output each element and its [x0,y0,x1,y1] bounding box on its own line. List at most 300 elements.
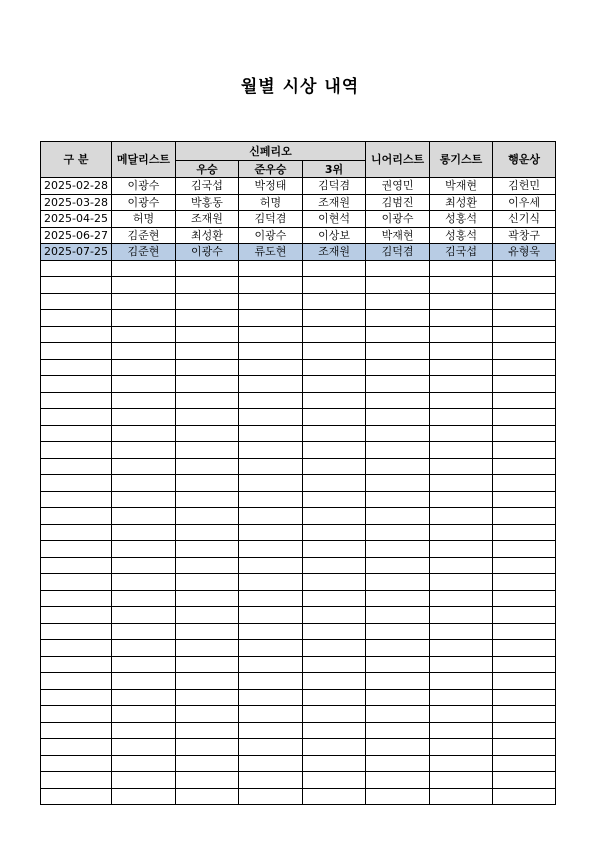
empty-row [41,392,556,409]
empty-cell [430,458,493,475]
empty-cell [430,293,493,310]
empty-row [41,343,556,360]
empty-cell [41,277,112,294]
empty-row [41,574,556,591]
cell-long: 김국섭 [430,244,493,261]
empty-row [41,359,556,376]
empty-cell [239,343,303,360]
empty-row [41,722,556,739]
header-third: 3위 [303,161,366,178]
header-medalist: 메달리스트 [112,142,176,178]
empty-cell [176,656,239,673]
empty-cell [176,722,239,739]
empty-cell [493,739,556,756]
empty-cell [176,376,239,393]
empty-cell [303,673,366,690]
empty-cell [176,524,239,541]
empty-row [41,260,556,277]
empty-cell [366,458,430,475]
empty-cell [366,293,430,310]
empty-cell [176,640,239,657]
empty-cell [41,392,112,409]
empty-cell [430,640,493,657]
cell-medal: 김준현 [112,244,176,261]
empty-cell [493,574,556,591]
empty-cell [303,442,366,459]
empty-cell [239,442,303,459]
empty-cell [176,277,239,294]
empty-cell [239,640,303,657]
empty-cell [112,541,176,558]
empty-cell [112,755,176,772]
empty-row [41,673,556,690]
empty-row [41,326,556,343]
cell-near: 김덕겸 [366,244,430,261]
empty-cell [176,689,239,706]
empty-row [41,590,556,607]
empty-cell [41,475,112,492]
empty-cell [239,277,303,294]
empty-cell [112,442,176,459]
empty-cell [176,343,239,360]
empty-row [41,310,556,327]
header-nearest: 니어리스트 [366,142,430,178]
empty-cell [303,260,366,277]
empty-cell [493,772,556,789]
cell-second: 이광수 [239,227,303,244]
empty-cell [239,574,303,591]
empty-cell [366,260,430,277]
empty-cell [430,409,493,426]
empty-row [41,508,556,525]
empty-row [41,772,556,789]
cell-third: 김덕겸 [303,178,366,195]
empty-cell [176,673,239,690]
empty-cell [112,590,176,607]
empty-cell [493,343,556,360]
empty-cell [303,541,366,558]
empty-cell [430,607,493,624]
empty-cell [430,260,493,277]
empty-cell [176,310,239,327]
empty-cell [366,475,430,492]
empty-cell [41,772,112,789]
empty-cell [112,475,176,492]
table-row [41,244,556,261]
empty-cell [239,293,303,310]
empty-row [41,607,556,624]
empty-cell [112,326,176,343]
cell-second: 류도현 [239,244,303,261]
empty-cell [303,656,366,673]
cell-long: 성홍석 [430,211,493,228]
empty-cell [41,607,112,624]
empty-cell [430,524,493,541]
empty-cell [430,491,493,508]
cell-first: 조재원 [176,211,239,228]
empty-cell [41,442,112,459]
empty-cell [303,508,366,525]
cell-date: 2025-03-28 [41,194,112,211]
empty-cell [41,458,112,475]
empty-cell [239,772,303,789]
empty-cell [239,722,303,739]
empty-cell [430,425,493,442]
empty-cell [112,392,176,409]
empty-cell [430,442,493,459]
empty-cell [366,607,430,624]
page-title: 월별 시상 내역 [240,77,360,97]
cell-date: 2025-04-25 [41,211,112,228]
empty-cell [493,706,556,723]
empty-cell [366,508,430,525]
empty-cell [176,574,239,591]
empty-cell [41,788,112,805]
empty-cell [303,739,366,756]
empty-row [41,623,556,640]
empty-cell [239,656,303,673]
empty-cell [366,755,430,772]
empty-cell [41,359,112,376]
cell-medal: 이광수 [112,178,176,195]
empty-cell [176,557,239,574]
empty-cell [430,508,493,525]
empty-row [41,656,556,673]
empty-cell [430,359,493,376]
empty-cell [366,557,430,574]
cell-near: 권영민 [366,178,430,195]
empty-cell [239,458,303,475]
empty-cell [303,343,366,360]
empty-cell [176,293,239,310]
empty-cell [493,788,556,805]
empty-cell [366,706,430,723]
cell-first: 최성환 [176,227,239,244]
empty-cell [303,293,366,310]
empty-cell [41,293,112,310]
empty-cell [366,788,430,805]
empty-cell [493,607,556,624]
empty-cell [430,689,493,706]
empty-cell [366,442,430,459]
empty-cell [112,524,176,541]
empty-cell [430,722,493,739]
empty-cell [493,442,556,459]
empty-cell [112,788,176,805]
empty-cell [41,673,112,690]
empty-cell [176,475,239,492]
empty-cell [112,739,176,756]
empty-cell [239,755,303,772]
table-body [41,178,556,805]
empty-row [41,640,556,657]
empty-cell [366,673,430,690]
empty-cell [303,640,366,657]
empty-row [41,376,556,393]
empty-cell [303,772,366,789]
empty-cell [366,277,430,294]
cell-first: 박홍동 [176,194,239,211]
empty-cell [366,590,430,607]
empty-cell [303,623,366,640]
empty-cell [112,706,176,723]
cell-lucky: 이우세 [493,194,556,211]
empty-cell [41,425,112,442]
empty-cell [176,508,239,525]
empty-cell [366,574,430,591]
empty-cell [430,557,493,574]
empty-cell [41,706,112,723]
empty-cell [176,590,239,607]
empty-cell [493,557,556,574]
cell-second: 김덕겸 [239,211,303,228]
empty-cell [366,623,430,640]
empty-cell [112,376,176,393]
empty-cell [303,310,366,327]
empty-cell [493,656,556,673]
empty-cell [41,755,112,772]
empty-cell [303,326,366,343]
empty-cell [112,557,176,574]
table-row [41,227,556,244]
empty-row [41,524,556,541]
empty-cell [239,739,303,756]
empty-cell [239,524,303,541]
empty-cell [493,623,556,640]
empty-cell [112,689,176,706]
empty-cell [176,755,239,772]
empty-cell [303,409,366,426]
empty-cell [112,508,176,525]
empty-cell [366,739,430,756]
cell-medal: 허명 [112,211,176,228]
empty-cell [41,343,112,360]
empty-cell [176,772,239,789]
empty-cell [430,541,493,558]
empty-cell [430,706,493,723]
empty-cell [112,656,176,673]
empty-cell [112,722,176,739]
empty-cell [239,607,303,624]
empty-cell [303,590,366,607]
empty-cell [366,640,430,657]
empty-cell [41,326,112,343]
empty-cell [176,442,239,459]
cell-near: 박재현 [366,227,430,244]
empty-cell [41,260,112,277]
empty-cell [239,475,303,492]
empty-cell [366,326,430,343]
empty-cell [493,722,556,739]
empty-cell [41,574,112,591]
cell-lucky: 곽창구 [493,227,556,244]
empty-cell [112,260,176,277]
empty-cell [430,623,493,640]
empty-cell [41,689,112,706]
empty-cell [303,557,366,574]
empty-cell [112,640,176,657]
empty-cell [303,359,366,376]
empty-cell [430,590,493,607]
empty-cell [239,557,303,574]
empty-cell [430,739,493,756]
empty-cell [366,772,430,789]
empty-cell [366,409,430,426]
cell-near: 김범진 [366,194,430,211]
empty-row [41,458,556,475]
empty-cell [239,623,303,640]
empty-cell [41,524,112,541]
empty-cell [303,722,366,739]
empty-cell [176,491,239,508]
cell-date: 2025-06-27 [41,227,112,244]
empty-cell [430,772,493,789]
empty-cell [430,277,493,294]
empty-cell [176,326,239,343]
empty-cell [493,590,556,607]
cell-medal: 김준현 [112,227,176,244]
cell-long: 성홍석 [430,227,493,244]
empty-cell [430,475,493,492]
cell-third: 조재원 [303,244,366,261]
empty-row [41,689,556,706]
empty-cell [493,755,556,772]
empty-cell [430,574,493,591]
empty-cell [176,260,239,277]
cell-third: 이현석 [303,211,366,228]
empty-cell [176,392,239,409]
empty-cell [366,310,430,327]
empty-cell [176,409,239,426]
empty-cell [239,673,303,690]
empty-cell [239,359,303,376]
empty-cell [41,590,112,607]
empty-cell [430,343,493,360]
empty-cell [303,755,366,772]
cell-long: 최성환 [430,194,493,211]
empty-row [41,541,556,558]
empty-cell [430,656,493,673]
empty-cell [239,788,303,805]
empty-cell [493,508,556,525]
empty-cell [366,524,430,541]
cell-date: 2025-02-28 [41,178,112,195]
header-lucky: 행운상 [493,142,556,178]
empty-cell [303,491,366,508]
empty-cell [303,392,366,409]
empty-cell [41,557,112,574]
empty-cell [493,524,556,541]
empty-cell [41,640,112,657]
empty-cell [366,656,430,673]
empty-cell [493,359,556,376]
cell-third: 조재원 [303,194,366,211]
empty-cell [493,260,556,277]
empty-cell [176,607,239,624]
empty-cell [112,343,176,360]
empty-cell [41,656,112,673]
empty-cell [41,739,112,756]
empty-cell [430,392,493,409]
empty-cell [112,673,176,690]
header-longest: 롱기스트 [430,142,493,178]
empty-cell [430,755,493,772]
empty-cell [493,458,556,475]
empty-cell [41,409,112,426]
empty-cell [303,277,366,294]
empty-cell [239,689,303,706]
empty-cell [176,425,239,442]
empty-cell [112,491,176,508]
cell-lucky: 신기식 [493,211,556,228]
empty-cell [112,623,176,640]
empty-cell [176,458,239,475]
empty-cell [366,359,430,376]
header-second: 준우승 [239,161,303,178]
empty-cell [239,376,303,393]
header-first: 우승 [176,161,239,178]
empty-cell [430,310,493,327]
cell-second: 박정태 [239,178,303,195]
empty-cell [303,788,366,805]
empty-cell [112,607,176,624]
empty-row [41,491,556,508]
empty-cell [41,376,112,393]
empty-cell [112,359,176,376]
empty-cell [112,425,176,442]
cell-second: 허명 [239,194,303,211]
empty-row [41,442,556,459]
table-row [41,194,556,211]
empty-cell [493,475,556,492]
empty-cell [493,491,556,508]
empty-cell [176,706,239,723]
empty-cell [366,541,430,558]
cell-lucky: 김헌민 [493,178,556,195]
empty-cell [430,376,493,393]
empty-cell [303,458,366,475]
empty-row [41,557,556,574]
empty-cell [239,260,303,277]
empty-cell [493,640,556,657]
header-category: 구 분 [41,142,112,178]
cell-medal: 이광수 [112,194,176,211]
empty-cell [239,326,303,343]
empty-cell [430,673,493,690]
empty-cell [176,739,239,756]
empty-cell [41,541,112,558]
empty-cell [176,623,239,640]
empty-row [41,475,556,492]
empty-cell [430,788,493,805]
empty-cell [239,508,303,525]
empty-row [41,706,556,723]
empty-cell [303,574,366,591]
cell-first: 김국섭 [176,178,239,195]
empty-cell [493,376,556,393]
awards-table [40,141,556,805]
empty-cell [493,277,556,294]
empty-cell [112,310,176,327]
empty-cell [493,541,556,558]
cell-lucky: 유형욱 [493,244,556,261]
empty-cell [176,359,239,376]
empty-cell [303,425,366,442]
empty-row [41,755,556,772]
empty-row [41,739,556,756]
empty-cell [366,392,430,409]
empty-cell [493,673,556,690]
